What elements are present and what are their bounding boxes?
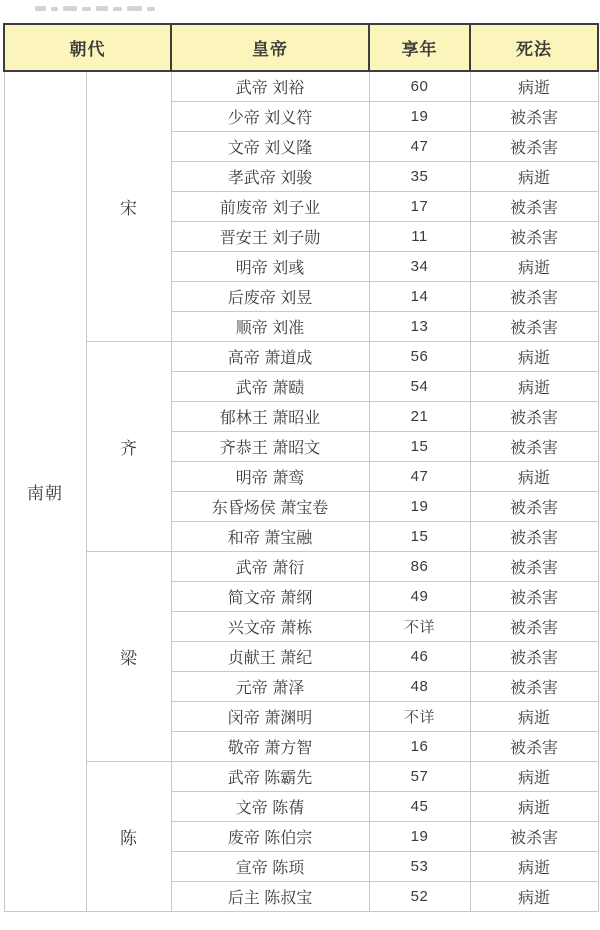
death-cell: 被杀害 xyxy=(470,641,598,671)
header-emperor: 皇帝 xyxy=(171,24,369,71)
table-row xyxy=(4,71,598,102)
emperor-cell: 明帝 刘彧 xyxy=(171,252,369,282)
emperor-cell: 东昏炀侯 萧宝卷 xyxy=(171,491,369,521)
emperor-cell: 明帝 萧鸾 xyxy=(171,461,369,491)
emperors-table xyxy=(3,23,599,912)
death-cell: 被杀害 xyxy=(470,821,598,851)
death-cell: 被杀害 xyxy=(470,312,598,342)
death-cell: 病逝 xyxy=(470,162,598,192)
dynasty-cell-梁: 梁 xyxy=(86,551,171,761)
death-cell: 被杀害 xyxy=(470,581,598,611)
table-header xyxy=(4,24,598,71)
table-row xyxy=(4,761,598,791)
age-cell: 19 xyxy=(369,491,470,521)
table-body xyxy=(4,71,598,912)
table-row xyxy=(4,341,598,371)
emperor-cell: 和帝 萧宝融 xyxy=(171,521,369,551)
age-cell: 13 xyxy=(369,312,470,342)
age-cell: 48 xyxy=(369,671,470,701)
death-cell: 病逝 xyxy=(470,791,598,821)
emperor-cell: 文帝 陈蒨 xyxy=(171,791,369,821)
age-cell: 52 xyxy=(369,881,470,911)
dynasty-cell-宋: 宋 xyxy=(86,71,171,341)
age-cell: 56 xyxy=(369,341,470,371)
age-cell: 34 xyxy=(369,252,470,282)
death-cell: 病逝 xyxy=(470,701,598,731)
emperor-cell: 孝武帝 刘骏 xyxy=(171,162,369,192)
death-cell: 病逝 xyxy=(470,71,598,102)
cropped-text-fragment xyxy=(35,3,155,11)
death-cell: 被杀害 xyxy=(470,282,598,312)
death-cell: 被杀害 xyxy=(470,671,598,701)
age-cell: 19 xyxy=(369,821,470,851)
age-cell: 53 xyxy=(369,851,470,881)
death-cell: 病逝 xyxy=(470,252,598,282)
death-cell: 被杀害 xyxy=(470,731,598,761)
death-cell: 病逝 xyxy=(470,461,598,491)
age-cell: 15 xyxy=(369,521,470,551)
emperor-cell: 晋安王 刘子勋 xyxy=(171,222,369,252)
age-cell: 49 xyxy=(369,581,470,611)
emperor-cell: 元帝 萧泽 xyxy=(171,671,369,701)
death-cell: 病逝 xyxy=(470,761,598,791)
emperor-cell: 武帝 陈霸先 xyxy=(171,761,369,791)
table-row xyxy=(4,551,598,581)
age-cell: 47 xyxy=(369,461,470,491)
death-cell: 被杀害 xyxy=(470,222,598,252)
emperor-cell: 高帝 萧道成 xyxy=(171,341,369,371)
age-cell: 17 xyxy=(369,192,470,222)
emperor-cell: 少帝 刘义符 xyxy=(171,102,369,132)
era-cell: 南朝 xyxy=(4,71,86,912)
age-cell: 47 xyxy=(369,132,470,162)
emperor-cell: 简文帝 萧纲 xyxy=(171,581,369,611)
age-cell: 86 xyxy=(369,551,470,581)
emperor-cell: 文帝 刘义隆 xyxy=(171,132,369,162)
death-cell: 病逝 xyxy=(470,341,598,371)
death-cell: 被杀害 xyxy=(470,611,598,641)
header-death: 死法 xyxy=(470,24,598,71)
emperor-cell: 敬帝 萧方智 xyxy=(171,731,369,761)
death-cell: 病逝 xyxy=(470,851,598,881)
death-cell: 被杀害 xyxy=(470,192,598,222)
emperor-cell: 顺帝 刘准 xyxy=(171,312,369,342)
age-cell: 57 xyxy=(369,761,470,791)
emperor-cell: 武帝 刘裕 xyxy=(171,71,369,102)
emperor-cell: 武帝 萧衍 xyxy=(171,551,369,581)
emperor-cell: 废帝 陈伯宗 xyxy=(171,821,369,851)
age-cell: 19 xyxy=(369,102,470,132)
death-cell: 被杀害 xyxy=(470,521,598,551)
age-cell: 11 xyxy=(369,222,470,252)
death-cell: 病逝 xyxy=(470,881,598,911)
header-age: 享年 xyxy=(369,24,470,71)
age-cell: 60 xyxy=(369,71,470,102)
age-cell: 14 xyxy=(369,282,470,312)
emperor-cell: 后主 陈叔宝 xyxy=(171,881,369,911)
emperor-cell: 齐恭王 萧昭文 xyxy=(171,431,369,461)
emperor-cell: 后废帝 刘昱 xyxy=(171,282,369,312)
death-cell: 被杀害 xyxy=(470,491,598,521)
death-cell: 被杀害 xyxy=(470,132,598,162)
emperor-cell: 武帝 萧赜 xyxy=(171,371,369,401)
death-cell: 被杀害 xyxy=(470,431,598,461)
age-cell: 不详 xyxy=(369,611,470,641)
header-row xyxy=(4,24,598,71)
death-cell: 被杀害 xyxy=(470,401,598,431)
header-dynasty: 朝代 xyxy=(4,24,171,71)
age-cell: 46 xyxy=(369,641,470,671)
age-cell: 不详 xyxy=(369,701,470,731)
death-cell: 被杀害 xyxy=(470,102,598,132)
dynasty-cell-齐: 齐 xyxy=(86,341,171,551)
emperor-cell: 兴文帝 萧栋 xyxy=(171,611,369,641)
age-cell: 21 xyxy=(369,401,470,431)
age-cell: 54 xyxy=(369,371,470,401)
emperor-cell: 宣帝 陈顼 xyxy=(171,851,369,881)
emperor-cell: 闵帝 萧渊明 xyxy=(171,701,369,731)
death-cell: 被杀害 xyxy=(470,551,598,581)
age-cell: 45 xyxy=(369,791,470,821)
dynasty-cell-陈: 陈 xyxy=(86,761,171,911)
age-cell: 15 xyxy=(369,431,470,461)
emperor-cell: 前废帝 刘子业 xyxy=(171,192,369,222)
death-cell: 病逝 xyxy=(470,371,598,401)
emperor-cell: 贞献王 萧纪 xyxy=(171,641,369,671)
age-cell: 16 xyxy=(369,731,470,761)
age-cell: 35 xyxy=(369,162,470,192)
emperor-cell: 郁林王 萧昭业 xyxy=(171,401,369,431)
